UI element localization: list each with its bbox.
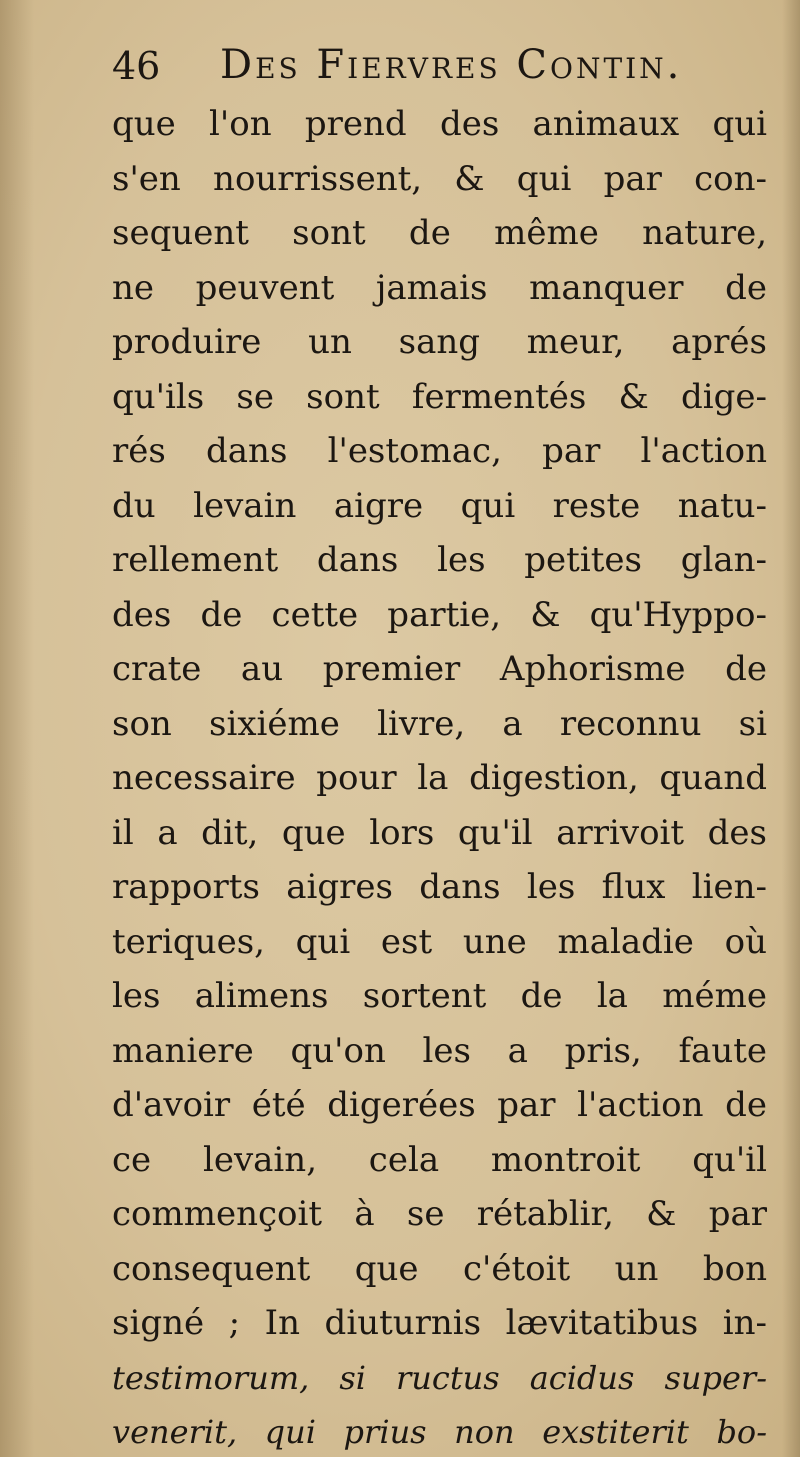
text-line: d'avoir été digerées par l'action de <box>112 1085 767 1125</box>
text-line: du levain aigre qui reste natu- <box>112 485 767 526</box>
text-line: produire un sang meur, aprés <box>112 322 767 362</box>
page-number: 46 <box>112 44 161 88</box>
text-line: crate au premier Aphorisme de <box>112 649 767 689</box>
page-header <box>112 38 782 100</box>
text-line: que l'on prend des animaux qui <box>112 104 767 144</box>
text-line: commençoit à se rétablir, & par <box>112 1194 767 1234</box>
text-line: les alimens sortent de la méme <box>112 976 767 1016</box>
body-text <box>112 97 767 1457</box>
text-line: teriques, qui est une maladie où <box>112 921 767 962</box>
text-line: rés dans l'estomac, par l'action <box>112 431 767 471</box>
text-line: ce levain, cela montroit qu'il <box>112 1139 767 1180</box>
text-line: signé ; In diuturnis lævitatibus in- <box>112 1303 767 1343</box>
text-line: son sixiéme livre, a reconnu si <box>112 703 767 744</box>
text-line: rapports aigres dans les flux lien- <box>112 867 767 907</box>
text-line: ne peuvent jamais manquer de <box>112 267 767 308</box>
page-edge <box>782 0 800 1457</box>
text-line: il a dit, que lors qu'il arrivoit des <box>112 812 767 853</box>
text-line: s'en nourrissent, & qui par con- <box>112 158 767 199</box>
text-line: rellement dans les petites glan- <box>112 540 767 580</box>
text-line: sequent sont de même nature, <box>112 213 767 253</box>
text-line: consequent que c'étoit un bon <box>112 1248 767 1289</box>
text-line: necessaire pour la digestion, quand <box>112 758 767 798</box>
latin-quote-line: testimorum, si ructus acidus super- <box>112 1358 767 1397</box>
latin-quote-line: venerit, qui prius non exstiterit bo- <box>112 1413 767 1451</box>
running-title: Des Fiervres Contin. <box>220 42 683 88</box>
spine-shadow <box>0 0 34 1457</box>
text-line: maniere qu'on les a pris, faute <box>112 1030 767 1071</box>
text-line: des de cette partie, & qu'Hyppo- <box>112 594 767 635</box>
text-line: qu'ils se sont fermentés & dige- <box>112 376 767 417</box>
